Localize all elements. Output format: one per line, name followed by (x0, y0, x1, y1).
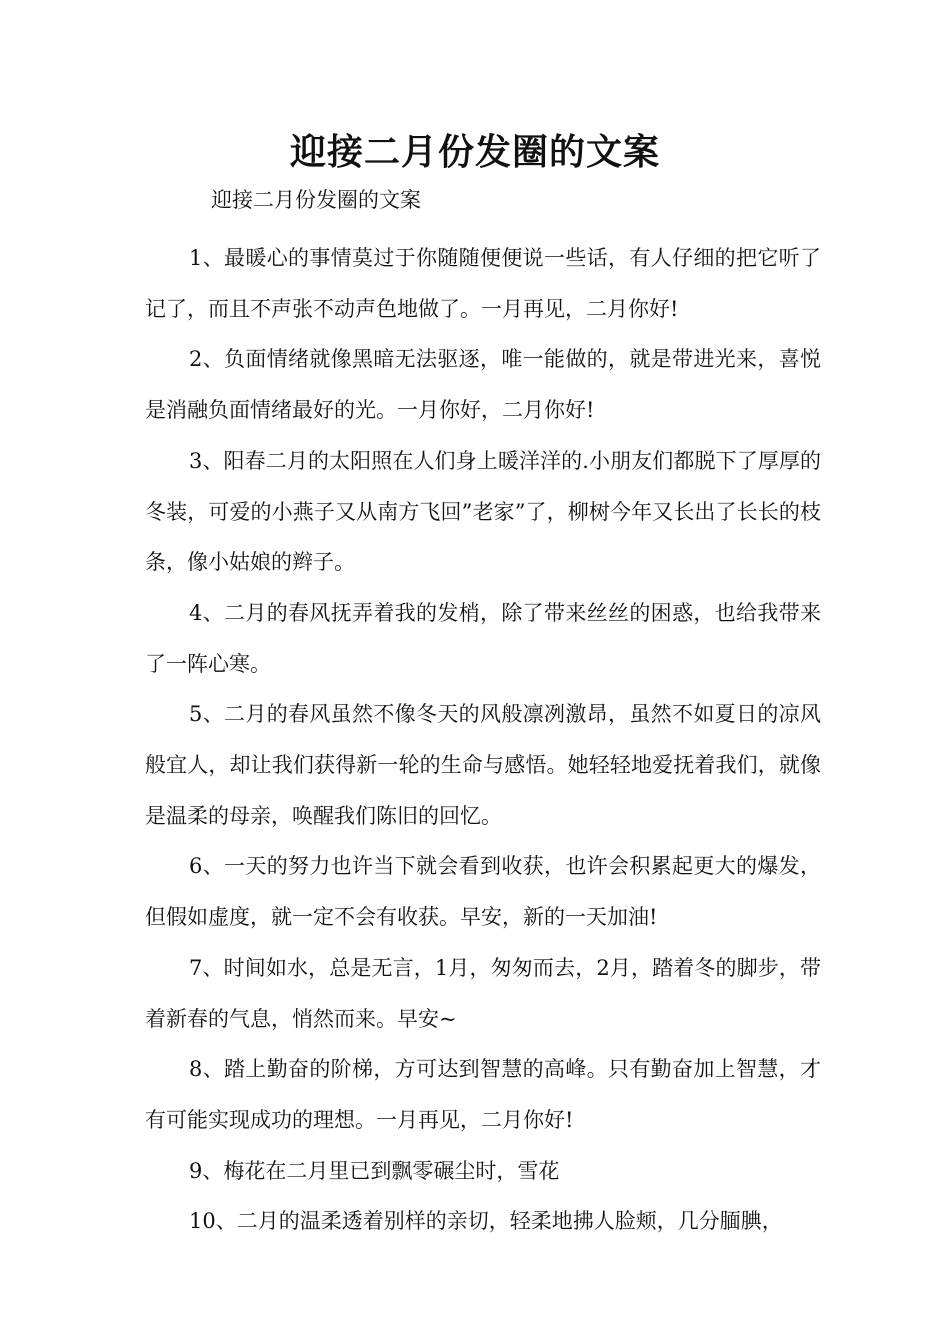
list-item: 4、二月的春风抚弄着我的发梢，除了带来丝丝的困惑，也给我带来了一阵心寒。 (145, 600, 821, 676)
document-title: 迎接二月份发圈的文案 (289, 132, 660, 173)
document-body (145, 233, 821, 1247)
list-item: 8、踏上勤奋的阶梯，方可达到智慧的高峰。只有勤奋加上智慧，才有可能实现成功的理想。一月再见，二月你好! (145, 1057, 821, 1132)
list-item: 6、一天的努力也许当下就会看到收获，也许会积累起更大的爆发，但假如虚度，就一定不会有收获。早安，新的一天加油! (145, 854, 821, 930)
list-item: 3、阳春二月的太阳照在人们身上暖洋洋的.小朋友们都脱下了厚厚的冬装，可爱的小燕子又从南方飞回”老家”了，柳树今年又长出了长长的枝条，像小姑娘的辫子。 (145, 448, 821, 575)
list-item: 5、二月的春风虽然不像冬天的风般凛冽激昂，虽然不如夏日的凉风般宜人，却让我们获得新一轮的生命与感悟。她轻轻地爱抚着我们，就像是温柔的母亲，唤醒我们陈旧的回忆。 (145, 702, 821, 828)
list-item: 9、梅花在二月里已到飘零碾尘时，雪花 (189, 1158, 560, 1183)
list-item: 10、二月的温柔透着别样的亲切，轻柔地拂人脸颊，几分腼腆， (189, 1209, 783, 1234)
list-item: 1、最暖心的事情莫过于你随随便便说一些话，有人仔细的把它听了记了，而且不声张不动声色地做了。一月再见，二月你好! (145, 246, 821, 321)
document-subtitle: 迎接二月份发圈的文案 (211, 188, 421, 212)
list-item: 2、负面情绪就像黑暗无法驱逐，唯一能做的，就是带进光来，喜悦是消融负面情绪最好的光。一月你好，二月你好! (145, 347, 821, 423)
list-item: 7、时间如水，总是无言，1月，匆匆而去，2月，踏着冬的脚步，带着新春的气息，悄然而来。早安~ (145, 955, 821, 1031)
